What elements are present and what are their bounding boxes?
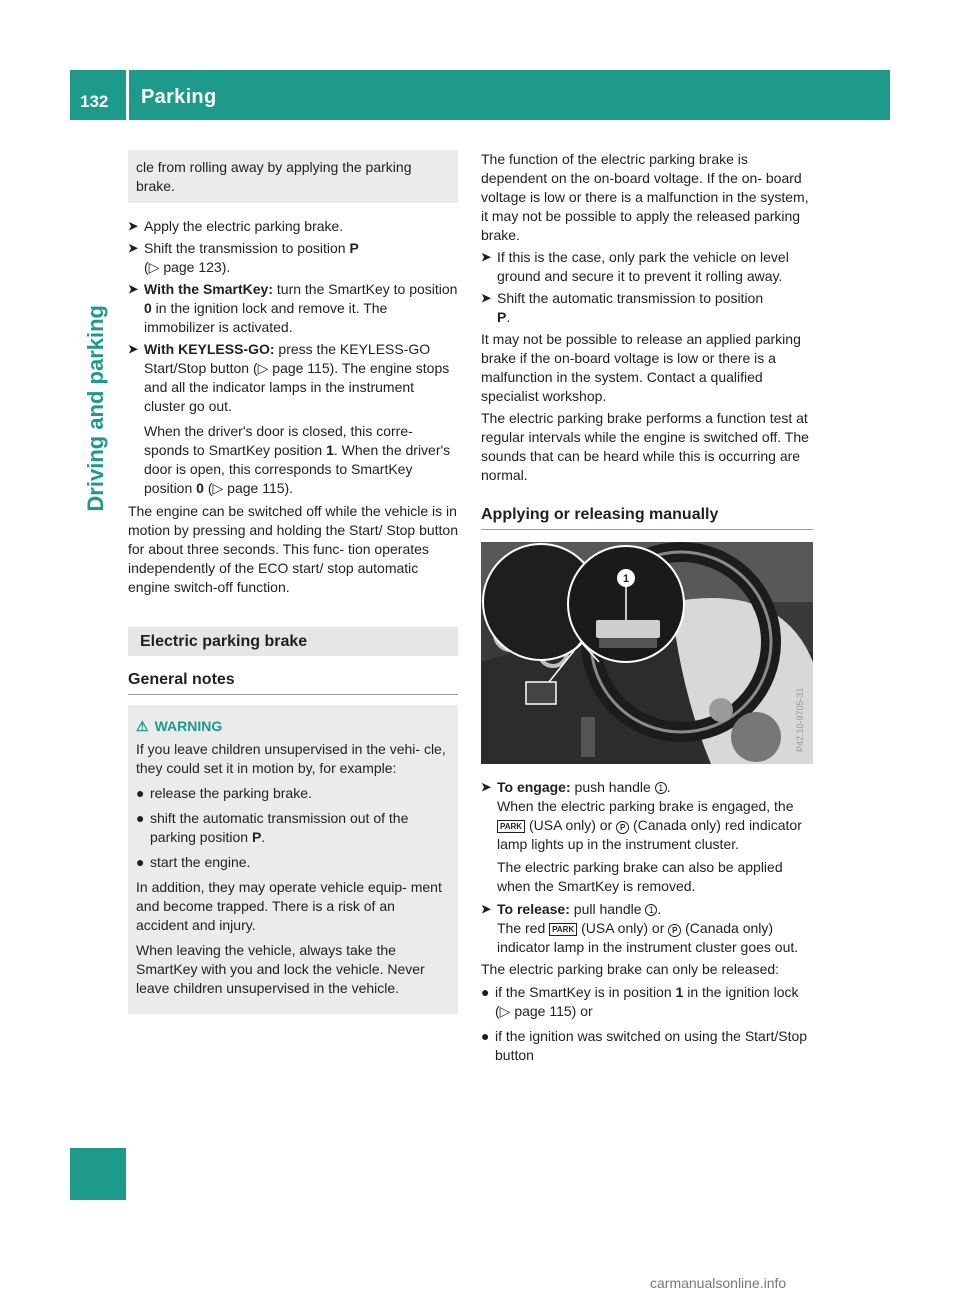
release-conditions: The electric parking brake can only be released:: [481, 961, 780, 977]
step-note: The electric parking brake can also be applied when the SmartKey is removed.: [497, 859, 783, 894]
page-reference: (▷ page 123).: [144, 259, 231, 275]
step-text: (Canada only) red indicator lamp lights up in the instrument cluster.: [497, 817, 802, 852]
warning-bullet: [136, 784, 450, 803]
step-text: (USA only) or: [525, 817, 617, 833]
step-text: press the KEYLESS-GO Start/Stop button (▷ page 115). The engine stops and all the indicator lamps in the instrument cluster go out.: [144, 341, 450, 414]
step-text: pull handle: [569, 901, 646, 917]
step-text: When the electric parking brake is engaged, the: [497, 798, 794, 814]
section-title: Electric parking brake: [128, 627, 458, 656]
arrow-icon: ➤: [481, 902, 492, 916]
step-lead: With the SmartKey:: [144, 281, 274, 297]
instruction-list: [481, 778, 813, 957]
warning-paragraph: When leaving the vehicle, always take the SmartKey with you and lock the vehicle. Never leave children unsupervised in the vehicle.: [136, 942, 425, 996]
callout-number: 1: [622, 573, 630, 585]
watermark: carmanualsonline.info: [650, 1275, 787, 1291]
bullet-icon: ●: [136, 810, 145, 826]
function-test-paragraph: The electric parking brake performs a function test at regular intervals while the engine is switched off. The sounds that can be heard while this is occurring are normal.: [481, 410, 809, 483]
callout-1-icon: 1: [655, 782, 667, 794]
step-text: push handle: [570, 779, 655, 795]
warning-label: WARNING: [154, 718, 223, 734]
step-item: [481, 248, 813, 286]
step-text: The red: [497, 920, 550, 936]
subsection-title: General notes: [128, 670, 458, 695]
bullet-text: if the SmartKey is in position: [495, 984, 676, 1000]
left-column: [128, 150, 458, 1014]
arrow-icon: ➤: [128, 342, 139, 356]
position-label: P: [251, 829, 262, 845]
parking-brake-indicator-icon: P: [616, 821, 629, 834]
warning-triangle-icon: ⚠: [136, 718, 149, 734]
bullet-icon: ●: [136, 785, 145, 801]
step-lead: With KEYLESS-GO:: [144, 341, 275, 357]
release-paragraph: It may not be possible to release an applied parking brake if the on-board voltage is low or there is a malfunction in the system. Contact a qualified specialist workshop.: [481, 331, 801, 404]
step-note: [128, 422, 458, 498]
condition-bullet: [481, 1027, 813, 1065]
page-title: Parking: [141, 86, 217, 108]
step-item: [128, 280, 458, 337]
note-text: . When the driver's door is open, this corresponds to SmartKey position: [144, 442, 451, 496]
position-label: 0: [144, 300, 152, 316]
position-label: P: [349, 240, 359, 256]
callout-1-icon: 1: [645, 904, 657, 916]
continued-box: [128, 150, 458, 203]
voltage-paragraph: The function of the electric parking brake is dependent on the on-board voltage. If the on- board voltage is low or there is a malfunction in the system, it may not be possible to apply the released parking brake.: [481, 151, 809, 243]
step-text: turn the SmartKey to position: [273, 281, 458, 297]
park-indicator-icon: PARK: [549, 923, 577, 936]
step-text: Shift the automatic transmission to position: [497, 290, 764, 306]
steps-list: [128, 217, 458, 498]
warning-box: [128, 705, 458, 1014]
warning-bullet: [136, 853, 450, 872]
bullet-text: shift the automatic transmission out of the parking position: [150, 810, 409, 845]
parking-brake-indicator-icon: P: [668, 924, 681, 937]
warning-title: [136, 717, 450, 736]
park-indicator-icon: PARK: [497, 820, 525, 833]
bullet-icon: ●: [136, 854, 145, 870]
chapter-label: Driving and parking: [83, 305, 108, 512]
step-text: Apply the electric parking brake.: [144, 218, 344, 234]
step-text: (Canada only) indicator lamp in the instrument cluster goes out.: [497, 920, 799, 955]
step-text: If this is the case, only park the vehicle on level ground and secure it to prevent it rolling away.: [497, 249, 789, 284]
engine-paragraph: The engine can be switched off while the vehicle is in motion by pressing and holding the Start/ Stop button for about three seconds. This func- tion operates independently of the ECO start/ stop automatic engine switch-off function.: [128, 503, 458, 595]
bullet-text: release the parking brake.: [150, 785, 312, 801]
step-item: ➤ To release: pull handle 1 . The red PARK (USA only) or P (Canada only) indicator lamp in the instrument cluster goes out.: [481, 901, 799, 955]
warning-paragraph: In addition, they may operate vehicle equip- ment and become trapped. There is a risk of an accident and injury.: [136, 879, 442, 933]
note-text: When the driver's door is closed, this corre- sponds to SmartKey position: [144, 423, 413, 458]
section-heading: Applying or releasing manually: [481, 505, 813, 530]
arrow-icon: ➤: [481, 780, 492, 794]
chapter-marker: [70, 1148, 126, 1200]
warning-bullet: ● shift the automatic transmission out of the parking position P.: [136, 810, 409, 845]
arrow-icon: ➤: [128, 219, 139, 233]
position-label: 1: [326, 442, 334, 458]
step-lead: To engage:: [497, 779, 571, 795]
step-item: [128, 239, 458, 277]
box-text: cle from rolling away by applying the parking brake.: [136, 159, 412, 194]
position-label: 0: [196, 480, 204, 496]
note-text: (▷ page 115).: [203, 480, 294, 496]
step-text: (USA only) or: [577, 920, 669, 936]
condition-bullet: [481, 983, 813, 1021]
dashboard-illustration: [481, 542, 813, 764]
page-number: 132: [80, 92, 109, 111]
bullet-text: if the ignition was switched on using the Start/Stop button: [495, 1028, 808, 1063]
bullet-text: in the ignition lock (▷ page 115) or: [495, 984, 799, 1019]
position-label: 1: [675, 984, 684, 1000]
photo-code: P42.10-9705-31: [795, 687, 805, 752]
step-item: ➤ Shift the automatic transmission to position P.: [481, 290, 764, 325]
bullet-text: start the engine.: [150, 854, 251, 870]
position-label: P: [497, 309, 507, 325]
step-text: Shift the transmission to position: [144, 240, 350, 256]
step-item: [128, 340, 458, 416]
step-item: [128, 217, 458, 236]
bullet-icon: ●: [481, 1028, 490, 1044]
step-item: ➤ To engage: push handle 1 . When the electric parking brake is engaged, the PARK (USA only) or P (Canada only) red indicator lamp lights up in the instrument cluster. The electric parking brake can also be applied when the SmartKey is removed.: [481, 778, 813, 896]
arrow-icon: ➤: [481, 291, 492, 305]
step-text: in the ignition lock and remove it. The immobilizer is activated.: [144, 300, 388, 335]
right-column: [481, 150, 813, 1071]
parking-brake-photo: [481, 542, 813, 764]
header-divider: [126, 70, 129, 120]
chapter-tab: [80, 305, 120, 512]
arrow-icon: ➤: [128, 241, 139, 255]
warning-intro: If you leave children unsupervised in the vehi- cle, they could set it in motion by, for example:: [136, 741, 446, 776]
step-lead: To release:: [497, 901, 570, 917]
arrow-icon: ➤: [128, 282, 139, 296]
arrow-icon: ➤: [481, 250, 492, 264]
bullet-icon: ●: [481, 984, 490, 1000]
